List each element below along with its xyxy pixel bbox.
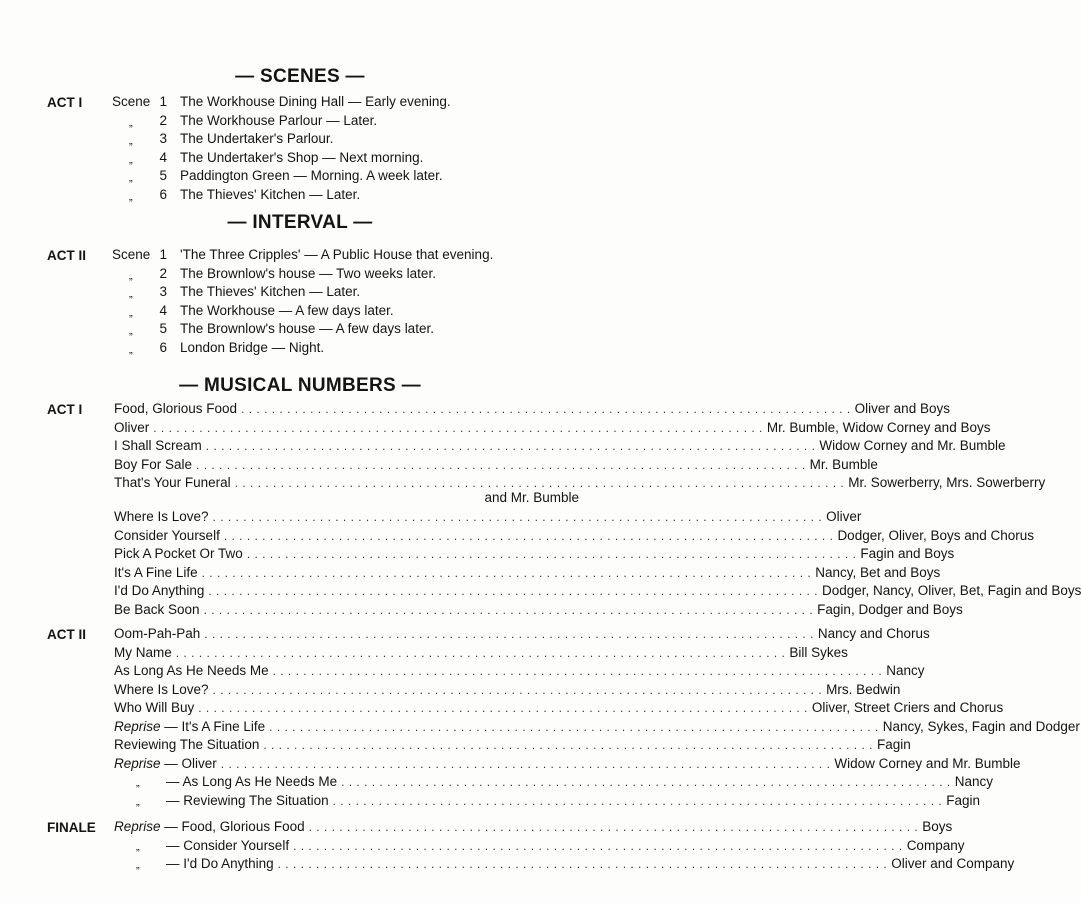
ditto-mark: „ — [129, 344, 133, 356]
musical-number-row — [114, 662, 925, 680]
ditto-mark: „ — [129, 288, 133, 301]
scene-row — [0, 246, 600, 264]
musical-number-row — [114, 545, 955, 563]
dot-leader: . . . . . . . . . . . . . . . . . . . . . . . . . . . . . . . . . . . . . . . . . . . . . . . . . . . . . . . . . . . . . . . . . . . . . . . . . . . . . . . . — [198, 701, 808, 715]
musical-number-row — [114, 755, 1021, 773]
ditto-mark: „ — [129, 153, 133, 166]
dot-leader: . . . . . . . . . . . . . . . . . . . . . . . . . . . . . . . . . . . . . . . . . . . . . . . . . . . . . . . . . . . . . . . . . . . . . . . . . . . . . . . . — [175, 645, 786, 660]
musical-number-row — [114, 437, 1006, 455]
performers: Oliver and Company — [891, 856, 1015, 871]
scene-number: 6 — [159, 340, 167, 355]
song-title-wrap — [114, 400, 237, 418]
song-title: — Reviewing The Situation — [166, 792, 329, 808]
song-title-wrap — [114, 662, 269, 680]
song-title-wrap — [114, 773, 337, 792]
performers: Fagin and Boys — [860, 546, 955, 561]
dot-leader: . . . . . . . . . . . . . . . . . . . . . . . . . . . . . . . . . . . . . . . . . . . . . . . . . . . . . . . . . . . . . . . . . . . . . . . . . . . . . . . . — [153, 420, 763, 435]
musical-number-row — [114, 456, 878, 474]
scene-number: 2 — [159, 265, 167, 281]
performers: Fagin — [946, 792, 980, 808]
musical-number-row — [114, 564, 941, 582]
performers: Fagin — [876, 737, 911, 752]
scene-row — [0, 167, 600, 185]
dot-leader: . . . . . . . . . . . . . . . . . . . . . . . . . . . . . . . . . . . . . . . . . . . . . . . . . . . . . . . . . . . . . . . . . . . . . . . . . . . . . . . . — [234, 476, 845, 490]
performers: Oliver, Street Criers and Chorus — [811, 700, 1004, 715]
song-title-wrap — [114, 601, 200, 619]
scene-number: 6 — [159, 187, 167, 202]
scene-description: The Brownlow's house — Two weeks later. — [180, 265, 436, 281]
song-title: My Name — [114, 644, 172, 660]
ditto-mark: „ — [129, 306, 133, 319]
song-title-wrap — [114, 699, 194, 717]
musical-numbers-heading: — MUSICAL NUMBERS — — [179, 375, 421, 396]
song-title: Where Is Love? — [114, 509, 209, 524]
scene-description: 'The Three Cripples' — A Public House that evening. — [180, 247, 494, 262]
scene-row — [0, 186, 600, 204]
scene-row — [0, 149, 600, 167]
dot-leader: . . . . . . . . . . . . . . . . . . . . . . . . . . . . . . . . . . . . . . . . . . . . . . . . . . . . . . . . . . . . . . . . . . . . . . . . . . . . . . . . — [223, 528, 834, 543]
song-title: — Consider Yourself — [166, 837, 290, 853]
song-title: It's A Fine Life — [114, 564, 198, 580]
song-title: Boy For Sale — [114, 456, 193, 472]
musical-number-row — [114, 792, 980, 810]
musical-number-row — [114, 837, 965, 855]
song-title-wrap — [114, 837, 289, 856]
scene-number: 1 — [159, 94, 167, 109]
dot-leader: . . . . . . . . . . . . . . . . . . . . . . . . . . . . . . . . . . . . . . . . . . . . . . . . . . . . . . . . . . . . . . . . . . . . . . . . . . . . . . . . — [201, 565, 812, 580]
performers: Dodger, Nancy, Oliver, Bet, Fagin and Boys — [822, 583, 1081, 598]
scene-description: The Workhouse Dining Hall — Early evening. — [180, 94, 451, 109]
dot-leader: . . . . . . . . . . . . . . . . . . . . . . . . . . . . . . . . . . . . . . . . . . . . . . . . . . . . . . . . . . . . . . . . . . . . . . . . . . . . . . . . — [212, 682, 823, 697]
song-title: Where Is Love? — [114, 681, 209, 697]
performers: Dodger, Oliver, Boys and Chorus — [837, 527, 1035, 543]
musical-number-row — [114, 419, 991, 437]
song-title-wrap — [114, 855, 274, 874]
scene-number: 4 — [159, 149, 167, 165]
scene-number: 2 — [159, 112, 167, 128]
dot-leader: . . . . . . . . . . . . . . . . . . . . . . . . . . . . . . . . . . . . . . . . . . . . . . . . . . . . . . . . . . . . . . . . . . . . . . . . . . . . . . . . — [332, 793, 943, 808]
ditto-mark: „ — [136, 859, 140, 871]
song-title: Consider Yourself — [114, 527, 220, 543]
musical-number-row — [114, 736, 911, 754]
scene-description: Paddington Green — Morning. A week later. — [180, 168, 443, 184]
performers: Fagin, Dodger and Boys — [817, 601, 963, 617]
musical-number-row — [114, 855, 1015, 873]
musical-number-row — [114, 818, 953, 836]
scene-row — [0, 320, 600, 338]
performers: Mr. Bumble, Widow Corney and Boys — [766, 419, 991, 435]
ditto-mark: „ — [136, 840, 140, 853]
song-title-wrap — [114, 644, 172, 662]
song-title: Who Will Buy — [114, 700, 195, 715]
performers: Widow Corney and Mr. Bumble — [834, 755, 1021, 771]
song-title-wrap — [114, 545, 243, 563]
song-title: — Oliver — [160, 755, 217, 771]
dot-leader: . . . . . . . . . . . . . . . . . . . . . . . . . . . . . . . . . . . . . . . . . . . . . . . . . . . . . . . . . . . . . . . . . . . . . . . . . . . . . . . . — [308, 820, 919, 834]
reprise-label: Reprise — [114, 718, 161, 734]
reprise-label: Reprise — [114, 755, 161, 771]
scene-row — [0, 302, 600, 320]
performers: Company — [906, 837, 965, 853]
musical-number-row — [114, 625, 930, 643]
scene-row — [0, 112, 600, 130]
scene-number: 1 — [159, 247, 167, 262]
song-title: I Shall Scream — [114, 438, 202, 453]
musical-number-row — [114, 681, 901, 699]
scene-word: Scene — [112, 94, 151, 109]
dot-leader: . . . . . . . . . . . . . . . . . . . . . . . . . . . . . . . . . . . . . . . . . . . . . . . . . . . . . . . . . . . . . . . . . . . . . . . . . . . . . . . . — [272, 664, 883, 678]
funeral-continuation: and Mr. Bumble — [484, 490, 579, 505]
scene-row — [0, 93, 600, 111]
ditto-mark: „ — [136, 777, 140, 789]
performers: Nancy — [886, 663, 925, 678]
song-title-wrap — [114, 625, 200, 643]
song-title-wrap — [114, 718, 265, 736]
musical-number-row — [114, 582, 1081, 600]
song-title-wrap — [114, 564, 198, 582]
dot-leader: . . . . . . . . . . . . . . . . . . . . . . . . . . . . . . . . . . . . . . . . . . . . . . . . . . . . . . . . . . . . . . . . . . . . . . . . . . . . . . . . — [204, 627, 814, 641]
performers: Nancy and Chorus — [817, 626, 930, 641]
song-title-wrap — [114, 474, 231, 492]
ditto-mark: „ — [129, 325, 133, 338]
scene-description: The Undertaker's Shop — Next morning. — [180, 149, 424, 165]
dot-leader: . . . . . . . . . . . . . . . . . . . . . . . . . . . . . . . . . . . . . . . . . . . . . . . . . . . . . . . . . . . . . . . . . . . . . . . . . . . . . . . . — [203, 602, 814, 617]
performers: Oliver and Boys — [854, 401, 950, 416]
dot-leader: . . . . . . . . . . . . . . . . . . . . . . . . . . . . . . . . . . . . . . . . . . . . . . . . . . . . . . . . . . . . . . . . . . . . . . . . . . . . . . . . — [212, 510, 823, 524]
song-title-wrap — [114, 437, 202, 455]
musical-number-row — [114, 644, 848, 662]
ditto-mark: „ — [136, 795, 140, 808]
song-title-wrap — [114, 419, 149, 437]
musical-number-row — [114, 699, 1004, 717]
dot-leader: . . . . . . . . . . . . . . . . . . . . . . . . . . . . . . . . . . . . . . . . . . . . . . . . . . . . . . . . . . . . . . . . . . . . . . . . . . . . . . . . — [277, 857, 888, 871]
dot-leader: . . . . . . . . . . . . . . . . . . . . . . . . . . . . . . . . . . . . . . . . . . . . . . . . . . . . . . . . . . . . . . . . . . . . . . . . . . . . . . . . — [220, 756, 831, 771]
performers: Mr. Sowerberry, Mrs. Sowerberry — [848, 475, 1046, 490]
song-title-wrap — [114, 527, 220, 545]
scene-row — [0, 130, 600, 148]
musical-number-row — [114, 508, 862, 526]
dot-leader: . . . . . . . . . . . . . . . . . . . . . . . . . . . . . . . . . . . . . . . . . . . . . . . . . . . . . . . . . . . . . . . . . . . . . . . . . . . . . . . . — [246, 547, 857, 561]
scene-description: London Bridge — Night. — [180, 340, 325, 355]
song-title-wrap — [114, 456, 192, 474]
scene-description: The Workhouse — A few days later. — [180, 302, 394, 318]
performers: Nancy — [954, 774, 993, 789]
scene-row — [0, 265, 600, 283]
musical-number-row — [114, 400, 950, 418]
interval-heading: — INTERVAL — — [227, 212, 373, 233]
song-title: Oliver — [114, 419, 150, 435]
song-title-wrap — [114, 681, 209, 699]
performers: Oliver — [826, 509, 862, 524]
scene-number: 5 — [159, 168, 167, 184]
scene-description: The Thieves' Kitchen — Later. — [180, 187, 361, 202]
performers: Mrs. Bedwin — [826, 681, 901, 697]
dot-leader: . . . . . . . . . . . . . . . . . . . . . . . . . . . . . . . . . . . . . . . . . . . . . . . . . . . . . . . . . . . . . . . . . . . . . . . . . . . . . . . . — [208, 584, 818, 598]
song-title-wrap — [114, 736, 259, 754]
scene-number: 5 — [159, 321, 167, 337]
dot-leader: . . . . . . . . . . . . . . . . . . . . . . . . . . . . . . . . . . . . . . . . . . . . . . . . . . . . . . . . . . . . . . . . . . . . . . . . . . . . . . . . — [205, 439, 816, 453]
song-title: Be Back Soon — [114, 601, 200, 617]
act2-numbers-label: ACT II — [47, 627, 86, 642]
ditto-mark: „ — [129, 172, 133, 185]
song-title: Oom-Pah-Pah — [114, 626, 201, 641]
performers: Mr. Bumble — [809, 456, 878, 472]
scene-description: The Undertaker's Parlour. — [180, 131, 334, 147]
scene-row — [0, 283, 600, 301]
dot-leader: . . . . . . . . . . . . . . . . . . . . . . . . . . . . . . . . . . . . . . . . . . . . . . . . . . . . . . . . . . . . . . . . . . . . . . . . . . . . . . . . — [293, 838, 903, 853]
scene-word: Scene — [112, 247, 151, 262]
song-title-wrap — [114, 818, 305, 836]
scene-description: The Workhouse Parlour — Later. — [180, 112, 378, 128]
performers: Boys — [922, 819, 953, 834]
scene-number: 3 — [159, 131, 167, 147]
scene-number: 3 — [159, 284, 167, 300]
song-title: That's Your Funeral — [114, 475, 231, 490]
ditto-mark: „ — [129, 269, 133, 282]
musical-number-row — [114, 601, 963, 619]
scenes-heading: — SCENES — — [235, 66, 365, 87]
scene-description: The Brownlow's house — A few days later. — [180, 321, 434, 337]
ditto-mark: „ — [129, 135, 133, 148]
song-title: — I'd Do Anything — [166, 856, 274, 871]
finale-label: FINALE — [47, 820, 96, 835]
performers: Nancy, Sykes, Fagin and Dodger — [882, 718, 1080, 734]
song-title-wrap — [114, 792, 329, 811]
act2-scenes-label: ACT II — [47, 248, 86, 263]
reprise-label: Reprise — [114, 819, 161, 834]
song-title: As Long As He Needs Me — [114, 663, 269, 678]
song-title-wrap — [114, 582, 204, 600]
song-title: — As Long As He Needs Me — [166, 774, 338, 789]
song-title: Pick A Pocket Or Two — [114, 546, 243, 561]
song-title: Food, Glorious Food — [114, 401, 238, 416]
scene-number: 4 — [159, 302, 167, 318]
musical-number-row — [114, 718, 1080, 736]
act1-numbers-label: ACT I — [47, 402, 83, 417]
scene-row — [0, 339, 600, 357]
dot-leader: . . . . . . . . . . . . . . . . . . . . . . . . . . . . . . . . . . . . . . . . . . . . . . . . . . . . . . . . . . . . . . . . . . . . . . . . . . . . . . . . — [263, 738, 873, 752]
dot-leader: . . . . . . . . . . . . . . . . . . . . . . . . . . . . . . . . . . . . . . . . . . . . . . . . . . . . . . . . . . . . . . . . . . . . . . . . . . . . . . . . — [341, 775, 951, 789]
dot-leader: . . . . . . . . . . . . . . . . . . . . . . . . . . . . . . . . . . . . . . . . . . . . . . . . . . . . . . . . . . . . . . . . . . . . . . . . . . . . . . . . — [269, 719, 879, 734]
song-title-wrap — [114, 755, 217, 773]
scene-description: The Thieves' Kitchen — Later. — [180, 284, 361, 300]
act1-scenes-label: ACT I — [47, 95, 83, 110]
musical-number-row — [114, 527, 1035, 545]
song-title: I'd Do Anything — [114, 583, 205, 598]
song-title-wrap — [114, 508, 209, 526]
song-title: Reviewing The Situation — [114, 737, 260, 752]
dot-leader: . . . . . . . . . . . . . . . . . . . . . . . . . . . . . . . . . . . . . . . . . . . . . . . . . . . . . . . . . . . . . . . . . . . . . . . . . . . . . . . . — [196, 457, 806, 472]
ditto-mark: „ — [129, 191, 133, 203]
performers: Nancy, Bet and Boys — [815, 564, 941, 580]
performers: Widow Corney and Mr. Bumble — [819, 438, 1006, 453]
performers: Bill Sykes — [789, 644, 848, 660]
dot-leader: . . . . . . . . . . . . . . . . . . . . . . . . . . . . . . . . . . . . . . . . . . . . . . . . . . . . . . . . . . . . . . . . . . . . . . . . . . . . . . . . — [241, 402, 851, 416]
song-title: — It's A Fine Life — [160, 718, 266, 734]
song-title: — Food, Glorious Food — [160, 819, 305, 834]
musical-number-row — [114, 773, 993, 791]
ditto-mark: „ — [129, 116, 133, 129]
